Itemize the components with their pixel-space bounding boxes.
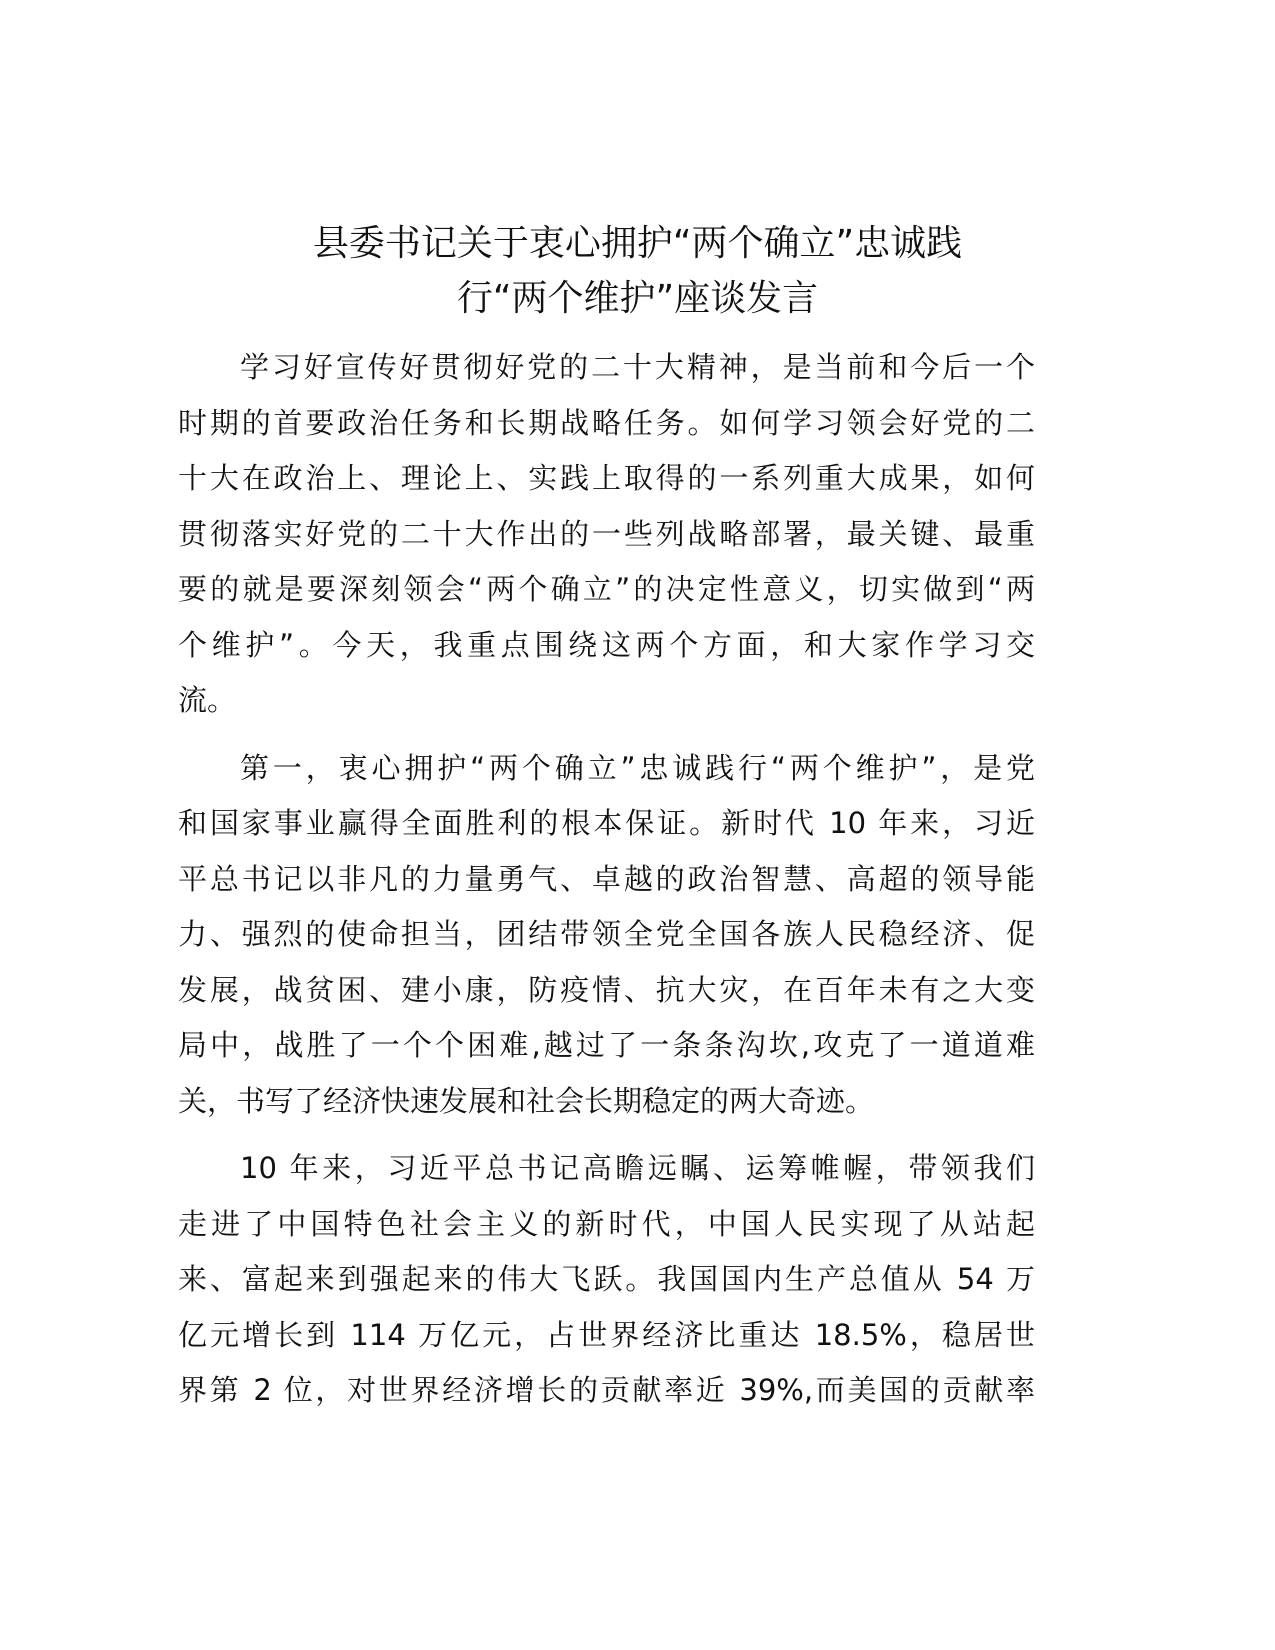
paragraph xyxy=(178,741,1035,1130)
paragraph xyxy=(178,340,1035,729)
title-line: 县委书记关于衷心拥护“两个确立”忠诚践 xyxy=(312,223,963,264)
text-line: 个维护”。今天，我重点围绕这两个方面，和大家作学习交 xyxy=(178,627,1035,662)
title-line: 行“两个维护”座谈发言 xyxy=(456,278,819,319)
text-line: 力、强烈的使命担当，团结带领全党全国各族人民稳经济、促 xyxy=(178,917,1035,951)
document-title xyxy=(150,216,1125,326)
text-line: 关，书写了经济快速发展和社会长期稳定的两大奇迹。 xyxy=(178,1083,875,1118)
text-line: 贯彻落实好党的二十大作出的一些列战略部署，最关键、最重 xyxy=(178,516,1035,551)
text-line: 界第 2 位，对世界经济增长的贡献率近 39%,而美国的贡献率 xyxy=(178,1373,1035,1407)
text-line: 发展，战贫困、建小康，防疫情、抗大灾，在百年未有之大变 xyxy=(178,972,1035,1007)
text-line: 流。 xyxy=(178,683,237,717)
text-line: 走进了中国特色社会主义的新时代，中国人民实现了从站起 xyxy=(178,1206,1035,1241)
document-body xyxy=(178,340,1035,1431)
text-line: 学习好宣传好贯彻好党的二十大精神，是当前和今后一个 xyxy=(240,350,1035,384)
text-line: 来、富起来到强起来的伟大飞跃。我国国内生产总值从 54 万 xyxy=(178,1262,1035,1296)
paragraph xyxy=(178,1141,1035,1419)
text-line: 平总书记以非凡的力量勇气、卓越的政治智慧、高超的领导能 xyxy=(178,861,1035,896)
text-line: 要的就是要深刻领会“两个确立”的决定性意义，切实做到“两 xyxy=(178,572,1035,606)
text-line: 和国家事业赢得全面胜利的根本保证。新时代 10 年来，习近 xyxy=(178,806,1035,840)
text-line: 亿元增长到 114 万亿元，占世界经济比重达 18.5%，稳居世 xyxy=(178,1317,1035,1352)
text-line: 局中，战胜了一个个困难,越过了一条条沟坎,攻克了一道道难 xyxy=(178,1028,1035,1062)
text-line: 第一，衷心拥护“两个确立”忠诚践行“两个维护”，是党 xyxy=(240,750,1035,785)
text-line: 十大在政治上、理论上、实践上取得的一系列重大成果，如何 xyxy=(178,461,1035,495)
text-line: 时期的首要政治任务和长期战略任务。如何学习领会好党的二 xyxy=(178,405,1035,440)
text-line: 10 年来，习近平总书记高瞻远瞩、运筹帷幄，带领我们 xyxy=(240,1151,1035,1185)
